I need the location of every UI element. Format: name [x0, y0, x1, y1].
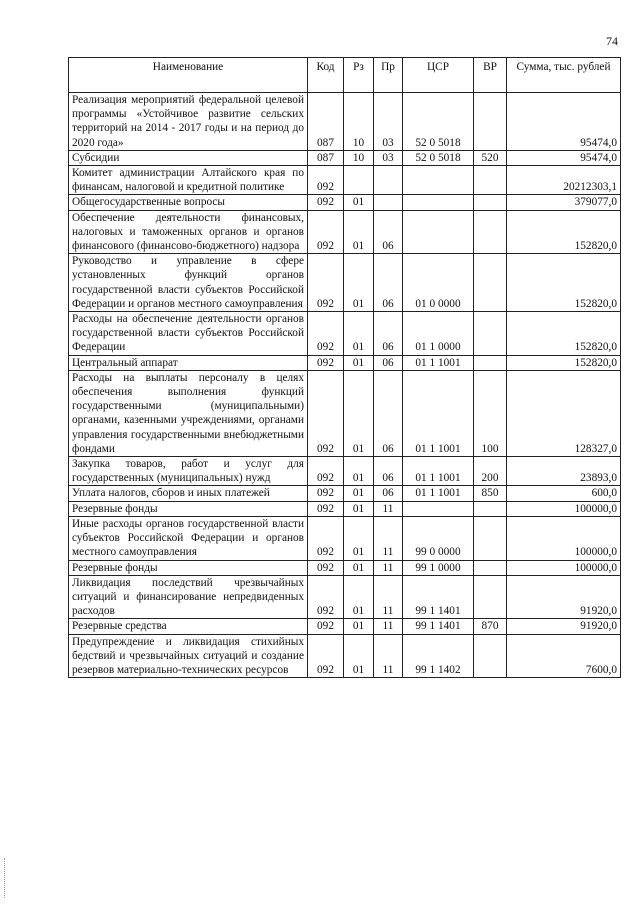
cell-name: Расходы на обеспечение деятельности органов государственной власти субъектов Российской Федерации — [69, 312, 308, 356]
cell-sum: 95474,0 — [507, 150, 621, 165]
cell-sum: 100000,0 — [507, 560, 621, 575]
cell-name: Иные расходы органов государственной власти субъектов Российской Федерации и органов местного самоуправления — [69, 516, 308, 560]
cell-pr: 03 — [374, 93, 403, 151]
page-number: 74 — [606, 34, 618, 48]
cell-csr — [403, 210, 474, 254]
cell-kod: 092 — [308, 457, 344, 486]
cell-name: Общегосударственные вопросы — [69, 195, 308, 210]
cell-name: Субсидии — [69, 150, 308, 165]
cell-kod: 092 — [308, 619, 344, 634]
cell-csr: 01 1 1001 — [403, 355, 474, 370]
cell-pr: 06 — [374, 210, 403, 254]
budget-table — [68, 57, 621, 678]
header-sum: Сумма, тыс. рублей — [507, 58, 621, 93]
cell-vr — [474, 355, 507, 370]
cell-csr — [403, 195, 474, 210]
cell-name: Резервные средства — [69, 619, 308, 634]
header-name: Наименование — [69, 58, 308, 93]
cell-kod: 092 — [308, 575, 344, 619]
header-rz: Рз — [344, 58, 374, 93]
cell-csr: 99 1 1401 — [403, 575, 474, 619]
cell-kod: 087 — [308, 93, 344, 151]
cell-kod: 092 — [308, 195, 344, 210]
margin-mark — [4, 858, 7, 898]
table-row — [69, 634, 621, 678]
cell-vr — [474, 634, 507, 678]
cell-sum: 128327,0 — [507, 370, 621, 456]
cell-rz: 01 — [344, 486, 374, 501]
cell-sum: 23893,0 — [507, 457, 621, 486]
cell-csr: 01 1 1001 — [403, 370, 474, 456]
cell-vr — [474, 210, 507, 254]
cell-rz — [344, 166, 374, 195]
cell-kod: 092 — [308, 486, 344, 501]
cell-kod: 092 — [308, 210, 344, 254]
cell-pr: 06 — [374, 254, 403, 312]
cell-rz: 01 — [344, 457, 374, 486]
cell-kod: 092 — [308, 560, 344, 575]
cell-name: Комитет администрации Алтайского края по финансам, налоговой и кредитной политике — [69, 166, 308, 195]
cell-rz: 01 — [344, 575, 374, 619]
cell-pr: 06 — [374, 312, 403, 356]
cell-pr: 11 — [374, 619, 403, 634]
table-row — [69, 457, 621, 486]
table-row — [69, 210, 621, 254]
cell-pr: 11 — [374, 516, 403, 560]
cell-rz: 01 — [344, 195, 374, 210]
cell-rz: 01 — [344, 355, 374, 370]
cell-sum: 152820,0 — [507, 312, 621, 356]
cell-vr — [474, 93, 507, 151]
cell-sum: 100000,0 — [507, 516, 621, 560]
cell-name: Резервные фонды — [69, 501, 308, 516]
table-body — [69, 93, 621, 678]
cell-sum: 379077,0 — [507, 195, 621, 210]
cell-sum: 600,0 — [507, 486, 621, 501]
header-csr: ЦСР — [403, 58, 474, 93]
cell-vr — [474, 516, 507, 560]
table-row — [69, 575, 621, 619]
cell-vr — [474, 560, 507, 575]
cell-pr — [374, 166, 403, 195]
cell-vr — [474, 166, 507, 195]
cell-csr: 99 1 1401 — [403, 619, 474, 634]
cell-csr: 52 0 5018 — [403, 150, 474, 165]
cell-pr: 06 — [374, 486, 403, 501]
cell-rz: 10 — [344, 93, 374, 151]
cell-kod: 092 — [308, 254, 344, 312]
cell-pr: 06 — [374, 355, 403, 370]
cell-sum: 152820,0 — [507, 254, 621, 312]
cell-csr: 99 1 0000 — [403, 560, 474, 575]
cell-name: Уплата налогов, сборов и иных платежей — [69, 486, 308, 501]
cell-vr — [474, 195, 507, 210]
cell-sum: 91920,0 — [507, 619, 621, 634]
cell-rz: 01 — [344, 619, 374, 634]
table-row — [69, 501, 621, 516]
cell-vr — [474, 501, 507, 516]
cell-sum: 91920,0 — [507, 575, 621, 619]
cell-csr: 01 1 1001 — [403, 486, 474, 501]
cell-rz: 01 — [344, 312, 374, 356]
table-row — [69, 516, 621, 560]
cell-sum: 100000,0 — [507, 501, 621, 516]
cell-name: Ликвидация последствий чрезвычайных ситуаций и финансирование непредвиденных расходов — [69, 575, 308, 619]
cell-rz: 01 — [344, 560, 374, 575]
cell-csr — [403, 166, 474, 195]
cell-vr: 200 — [474, 457, 507, 486]
cell-sum: 152820,0 — [507, 210, 621, 254]
cell-csr: 01 1 0000 — [403, 312, 474, 356]
cell-name: Расходы на выплаты персоналу в целях обеспечения выполнения функций государственными (муниципальными) органами, казенными учреждениями, органами управления государственными внебюджетными фондами — [69, 370, 308, 456]
table-row — [69, 195, 621, 210]
cell-pr: 06 — [374, 370, 403, 456]
cell-vr: 870 — [474, 619, 507, 634]
cell-sum: 7600,0 — [507, 634, 621, 678]
cell-pr: 06 — [374, 457, 403, 486]
cell-vr — [474, 575, 507, 619]
cell-csr — [403, 501, 474, 516]
cell-rz: 01 — [344, 254, 374, 312]
cell-rz: 01 — [344, 370, 374, 456]
cell-pr: 11 — [374, 560, 403, 575]
table-row — [69, 486, 621, 501]
cell-pr — [374, 195, 403, 210]
cell-vr — [474, 254, 507, 312]
cell-csr: 01 1 1001 — [403, 457, 474, 486]
table-row — [69, 150, 621, 165]
cell-rz: 01 — [344, 634, 374, 678]
cell-pr: 11 — [374, 501, 403, 516]
cell-pr: 11 — [374, 634, 403, 678]
cell-name: Центральный аппарат — [69, 355, 308, 370]
cell-vr: 850 — [474, 486, 507, 501]
cell-name: Обеспечение деятельности финансовых, налоговых и таможенных органов и органов финансового (финансово-бюджетного) надзора — [69, 210, 308, 254]
cell-kod: 092 — [308, 312, 344, 356]
table-row — [69, 312, 621, 356]
cell-sum: 95474,0 — [507, 93, 621, 151]
cell-rz: 01 — [344, 501, 374, 516]
cell-kod: 092 — [308, 166, 344, 195]
table-header-row — [69, 58, 621, 93]
cell-pr: 11 — [374, 575, 403, 619]
cell-vr: 520 — [474, 150, 507, 165]
header-kod: Код — [308, 58, 344, 93]
table-row — [69, 93, 621, 151]
cell-sum: 20212303,1 — [507, 166, 621, 195]
cell-vr — [474, 312, 507, 356]
cell-csr: 01 0 0000 — [403, 254, 474, 312]
cell-sum: 152820,0 — [507, 355, 621, 370]
cell-name: Руководство и управление в сфере установленных функций органов государственной власти субъектов Российской Федерации и органов местного самоуправления — [69, 254, 308, 312]
cell-kod: 092 — [308, 516, 344, 560]
table-row — [69, 166, 621, 195]
table-row — [69, 619, 621, 634]
cell-csr: 52 0 5018 — [403, 93, 474, 151]
cell-csr: 99 1 1402 — [403, 634, 474, 678]
table-row — [69, 560, 621, 575]
table-row — [69, 370, 621, 456]
table-row — [69, 254, 621, 312]
header-pr: Пр — [374, 58, 403, 93]
cell-vr: 100 — [474, 370, 507, 456]
cell-kod: 092 — [308, 501, 344, 516]
table-row — [69, 355, 621, 370]
cell-kod: 092 — [308, 355, 344, 370]
cell-kod: 092 — [308, 634, 344, 678]
cell-name: Резервные фонды — [69, 560, 308, 575]
cell-name: Реализация мероприятий федеральной целевой программы «Устойчивое развитие сельских территорий на 2014 - 2017 годы и на период до 2020 года» — [69, 93, 308, 151]
cell-name: Закупка товаров, работ и услуг для государственных (муниципальных) нужд — [69, 457, 308, 486]
cell-rz: 10 — [344, 150, 374, 165]
cell-rz: 01 — [344, 516, 374, 560]
cell-kod: 092 — [308, 370, 344, 456]
cell-pr: 03 — [374, 150, 403, 165]
header-vr: ВР — [474, 58, 507, 93]
cell-rz: 01 — [344, 210, 374, 254]
cell-kod: 087 — [308, 150, 344, 165]
cell-csr: 99 0 0000 — [403, 516, 474, 560]
cell-name: Предупреждение и ликвидация стихийных бедствий и чрезвычайных ситуаций и создание резервов материально-технических ресурсов — [69, 634, 308, 678]
